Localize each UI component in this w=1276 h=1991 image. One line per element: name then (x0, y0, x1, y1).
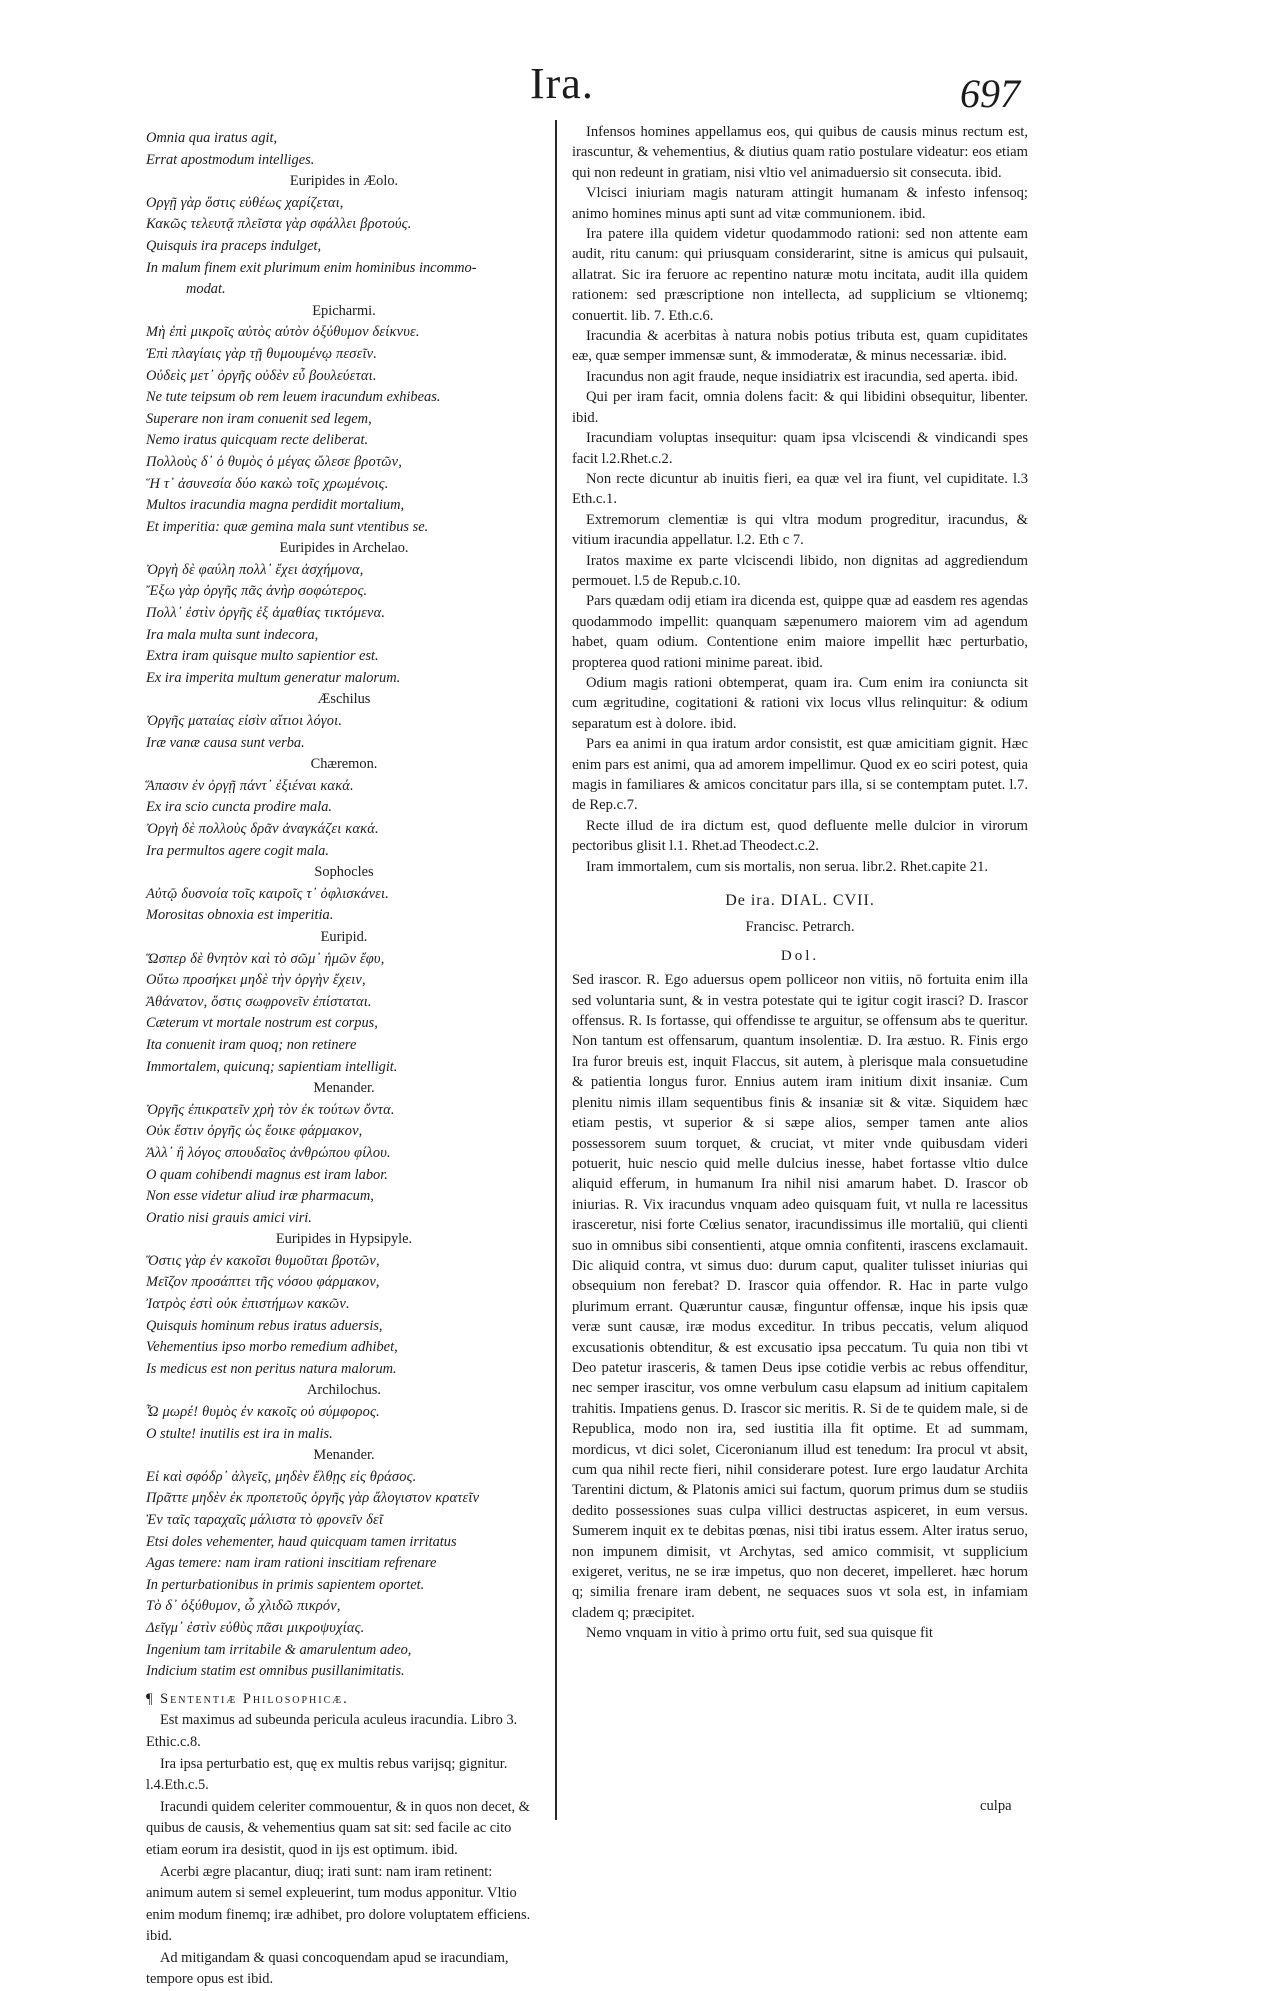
verse-line: Quisquis ira praceps indulget, (146, 237, 322, 254)
sentence-paragraph: Pars quædam odij etiam ira dicenda est, quippe quæ ad easdem res agendas quodammodo impellit: quanquam sæpenumero maiorem vim ad agendum habet, quam odium. Contentione enim maiore impellit hæc perturbatio, propterea quod rationi minime pareat. ibid. (572, 593, 1028, 671)
greek-verse-line: Ὥσπερ δὲ θνητὸν καὶ τὸ σῶμ᾽ ἡμῶν ἔφυ, (146, 950, 385, 967)
greek-verse-line: Εἰ καὶ σφόδρ᾽ ἀλγεῖς, μηδὲν ἔλθῃς εἰς θράσος. (146, 1468, 417, 1485)
source-heading: Menander. (313, 1080, 375, 1097)
greek-verse-line: Πολλοὺς δ᾽ ὁ θυμὸς ὁ μέγας ὤλεσε βροτῶν, (146, 453, 403, 470)
source-heading: Chæremon. (310, 756, 378, 773)
verse-line: Morositas obnoxia est imperitia. (146, 907, 334, 924)
sentence-paragraph: Odium magis rationi obtemperat, quam ira. Cum enim ira coniuncta sit cum ægritudine, cogitationi & rationi vix locus vllus relinquitur: & odium separatum est à dolore. ibid. (572, 674, 1028, 732)
dialogue-heading: De ira. DIAL. CVII. (725, 892, 875, 910)
section-heading: ¶ Sententiæ Philosophicæ. (146, 1690, 349, 1707)
source-heading: Euripides in Hypsipyle. (275, 1231, 413, 1248)
greek-verse-line: Ὅστις γὰρ ἐν κακοῖσι θυμοῦται βροτῶν, (146, 1252, 380, 1269)
sentence-paragraph: Vlcisci iniuriam magis naturam attingit humanam & infesto infensoq; animo homines minus apti sunt ad vitæ communionem. ibid. (572, 185, 1028, 222)
sentence-paragraph: Ad mitigandam & quasi concoquendam apud se iracundiam, tempore opus est ibid. (146, 1949, 509, 1988)
verse-line: Et imperitia: quæ gemina mala sunt vtentibus se. (146, 518, 429, 535)
source-heading: Euripid. (320, 928, 368, 945)
verse-line: Vehementius ipso morbo remedium adhibet, (146, 1339, 398, 1356)
sentence-paragraph: Est maximus ad subeunda pericula aculeus iracundia. Libro 3. Ethic.c.8. (146, 1712, 518, 1750)
dialogue-paragraph: Sed irascor. R. Ego aduersus opem polliceor non vitiis, nō fortuita enim illa sed voluntaria sunt, & in vestra potestate qui te igitur cogit irasci? D. Irascor offensus. R. Is fortasse, qui offendisse te arguitur, se offensum abs te queritur. Non tantum est offensarum, quantum insolentiæ. D. Ira æstuo. R. Finis ergo Ira furor breuis est, inquit Flaccus, sit autem, à plerisque mala consuetudine & patientia longus furor. Ennius autem iram initium dixit insaniæ. Cum plenitu nimis illam sequentibus finis & insaniæ sit & vitæ. Siquidem hæc etiam pestis, vt superior & si sæpe alios, semper tamen ante alios possessorem suum torquet, & cruciat, vt miter vnde quibusdam videri potuerit, huic nescio quid melle dulcius inesse, habet fortasse vltio dulce aliquid efferum, in humanum Ira nihil nisi amarum habet. D. Irascor ob iniurias. R. Vix iracundus vnquam adeo quisquam fuit, vt nulla re lacessitus irasceretur, nisi forte Cœlius senator, iracundissimus ille mortaliū, qui clienti suo in omnibus sibi consentienti, atque omnia confitenti, irascens exclamauit. Dic aliquid contra, vt simus duo: durum caput, qualiter tulisset iniurias qui obsequium non ferebat? D. Irascor quia offendor. R. Hac in parte vulgo plurimum errant. Quæruntur causæ, finguntur offensæ, inque his ipsis quæ veræ sunt causæ, iræ modus exceditur. In tribus peccatis, velum aliquod excusationis obtenditur, & est excusatio ipsa peccatum. Tu quia non tibi vt Deo patetur irasceris, & tamen Deus ipse cotidie verbis ac rebus offenditur, nec semper irascitur, vos omne verbulum casu elapsum ad initium capitalem trahitis. Impatiens genus. D. Irascor sic meritis. R. Si de te quidem male, si de Republica, modo non ira, sed iustitia illa fit optime. Et ad summam, mordicus, vt dici solet, Ciceronianum illud est tenedum: Ira procul vt absit, cum qua nihil recte fieri, nihil considerare potest. Iure ergo laudatur Archita Tarentini dictum, & Platonis amici sui factum, quorum primus dum se studiis dedito possessiones suas culpa villici destructas aspiceret, in eum versus. Sumerem inquit ex te debitas pœnas, nisi tibi iratus essem. Alter iratus seruo, non impunem dimisit, vt Archytas, sed amico commisit, vt supplicium exigeret, veritus, ne se iræ impetus, quo non deceret, impelleret. hæc horum q; similia frenare iram debent, ne sequaces suos vt sola est, in infamiam cladem q; præcipitet. (572, 972, 1028, 1621)
greek-verse-line: Ἥ τ᾽ ἀσυνεσία δύο κακὼ τοῖς χρωμένοις. (146, 475, 389, 492)
greek-verse-line: Ὦ μωρέ! θυμὸς ἐν κακοῖς οὐ σύμφορος. (146, 1404, 380, 1421)
sentence-paragraph: Iracundus non agit fraude, neque insidiatrix est iracundia, sed aperta. ibid. (586, 368, 1018, 385)
greek-verse-line: Μὴ ἐπὶ μικροῖς αὐτὸς αὑτὸν ὀξύθυμον δείκνυε. (146, 324, 420, 341)
verse-line: O quam cohibendi magnus est iram labor. (146, 1166, 388, 1183)
source-heading: Sophocles (314, 864, 374, 881)
greek-verse-line: Οργῇ γὰρ ὅστις εὐθέως χαρίζεται, (146, 194, 344, 211)
greek-verse-line: Πολλ᾽ ἐστὶν ὀργῆς ἐξ ἀμαθίας τικτόμενα. (146, 605, 386, 622)
source-heading: Euripides in Archelao. (279, 540, 409, 557)
verse-line: Iræ vanæ causa sunt verba. (146, 734, 305, 751)
verse-line: In perturbationibus in primis sapientem oportet. (146, 1576, 425, 1593)
greek-verse-line: Ἅπασιν ἐν ὀργῇ πάντ᾽ ἐξιέναι κακά. (146, 777, 354, 794)
greek-verse-line: Οὐδεὶς μετ᾽ ὀργῆς οὐδὲν εὖ βουλεύεται. (146, 367, 377, 384)
source-heading: Epicharmi. (312, 302, 376, 319)
verse-line: Errat apostmodum intelliges. (146, 151, 315, 168)
sentence-paragraph: Iracundia & acerbitas à natura nobis potius tributa est, quam cupiditates eæ, quæ semper immensæ sunt, & immoderatæ, & minus necessariæ. ibid. (572, 328, 1028, 365)
page-number: 697 (960, 71, 1020, 116)
verse-line: Ira mala multa sunt indecora, (146, 626, 319, 643)
source-heading: Menander. (313, 1447, 375, 1464)
source-heading: Archilochus. (307, 1382, 381, 1399)
greek-verse-line: Κακῶς τελευτᾷ πλεῖστα γὰρ σφάλλει βροτούς. (146, 216, 412, 233)
greek-verse-line: Τὸ δ᾽ ὀξύθυμον, ὦ χλιδῶ πικρόν, (146, 1598, 341, 1615)
greek-verse-line: Ὀργῆς ματαίας εἰσὶν αἴτιοι λόγοι. (146, 713, 343, 730)
greek-verse-line: Ὀργὴ δὲ πολλοὺς δρᾶν ἀναγκάζει κακά. (146, 821, 379, 837)
greek-verse-line: Μεῖζον προσάπτει τῆς νόσου φάρμακον, (146, 1274, 380, 1291)
sentence-paragraph: Iracundiam voluptas insequitur: quam ipsa vlciscendi & vindicandi spes facit l.2.Rhet.c.2. (572, 430, 1028, 467)
greek-verse-line: Ἀθάνατον, ὅστις σωφρονεῖν ἐπίσταται. (146, 993, 372, 1010)
verse-line: Oratio nisi grauis amici viri. (146, 1209, 312, 1226)
left-column (146, 128, 542, 1991)
verse-line: In malum finem exit plurimum enim hominibus incommo- (146, 259, 477, 276)
greek-verse-line: Ἔξω γὰρ ὀργῆς πᾶς ἀνὴρ σοφώτερος. (146, 583, 368, 600)
greek-verse-line: Δεῖγμ᾽ ἐστὶν εὐθὺς πᾶσι μικροψυχίας. (146, 1619, 365, 1636)
verse-line: Immortalem, quicunq; sapientiam intelligit. (146, 1058, 398, 1075)
sentence-paragraph: Ira patere illa quidem videtur quodammodo rationi: sed non attente eam audit, ritu canum: qui priusquam considerarint, sitne is amicus qui pulsauit, allatrat. Sic ira feruore ac repentino naturæ motu incitata, audit illa quidem rationem: sed præscriptione non intellecta, ad supplicium se vltionemq; conuertit. lib. 7. Eth.c.6. (572, 226, 1028, 324)
dialogue-author: Francisc. Petrarch. (745, 919, 855, 936)
sentence-paragraph: Recte illud de ira dictum est, quod defluente melle dulcior in virorum pectoribus glisit l.1. Rhet.ad Theodect.c.2. (572, 817, 1028, 855)
verse-line: Ex ira scio cuncta prodire mala. (146, 799, 332, 816)
verse-line: Is medicus est non peritus natura malorum. (146, 1360, 397, 1377)
greek-verse-line: Ἐν ταῖς ταραχαῖς μάλιστα τὸ φρονεῖν δεῖ (146, 1512, 384, 1528)
sentence-paragraph: Iratos maxime ex parte vlciscendi libido, non dignitas ad aggrediendum permouet. l.5 de Repub.c.10. (572, 552, 1028, 589)
sentence-paragraph: Infensos homines appellamus eos, qui quibus de causis minus rectum est, irascuntur, & vehementius, & diutius quam ratio postulare videatur: eos etiam qui non redeunt in gratiam, nisi vltio vel animaduersio sit consecuta. ibid. (572, 124, 1028, 181)
sentence-paragraph: Iracundi quidem celeriter commouentur, & in quos non decet, & quibus de causis, & vehementius quam sat sit: sed facile ac cito etiam eorum ira desistit, quod in ijs est optimum. ibid. (146, 1798, 530, 1858)
verse-line: Ex ira imperita multum generatur malorum. (146, 669, 401, 686)
sentence-paragraph: Non recte dicuntur ab inuitis fieri, ea quæ vel ira fiunt, vel cupiditate. l.3 Eth.c.1. (572, 470, 1028, 508)
sentence-paragraph: Extremorum clementiæ is qui vltra modum progreditur, iracundus, & vitium iracundia appellatur. l.2. Eth c 7. (572, 511, 1028, 549)
greek-verse-line: Ἰατρὸς ἐστὶ οὐκ ἐπιστήμων κακῶν. (146, 1296, 350, 1313)
right-column (572, 122, 1028, 1644)
verse-line: Superare non iram conuenit sed legem, (146, 410, 372, 427)
sentence-paragraph: Qui per iram facit, omnia dolens facit: & qui libidini obsequitur, libenter. ibid. (572, 389, 1028, 426)
verse-line: O stulte! inutilis est ira in malis. (146, 1425, 333, 1442)
greek-verse-line: Οὐκ ἔστιν ὀργῆς ὡς ἔοικε φάρμακον, (146, 1123, 363, 1140)
verse-line: Ne tute teipsum ob rem leuem iracundum exhibeas. (146, 389, 441, 406)
verse-line: Indicium statim est omnibus pusillanimitatis. (146, 1663, 405, 1680)
verse-line: Quisquis hominum rebus iratus aduersis, (146, 1317, 383, 1334)
verse-line: Ingenium tam irritabile & amarulentum adeo, (146, 1641, 412, 1658)
greek-verse-line: Ἐπὶ πλαγίαις γὰρ τῇ θυμουμένῳ πεσεῖν. (146, 345, 378, 362)
greek-verse-line: Ὀργὴ δὲ φαύλη πολλ᾽ ἔχει ἀσχήμονα, (146, 561, 364, 578)
source-heading: Euripides in Æolo. (289, 173, 399, 190)
source-heading: Æschilus (317, 691, 371, 708)
verse-line: Non esse videtur aliud iræ pharmacum, (146, 1188, 374, 1205)
sentence-paragraph: Acerbi ægre placantur, diuq; irati sunt: nam iram retinent: animum autem si semel expleuerint, tum modus apponitur. Vltio enim modum finemq; iræ adhibet, pro dolore voluptatem efficiens. ibid. (146, 1863, 531, 1945)
verse-line: Omnia qua iratus agit, (146, 130, 278, 146)
dialogue-speaker: Dol. (780, 947, 820, 964)
greek-verse-line: Ὀργῆς ἐπικρατεῖν χρὴ τὸν ἐκ τούτων ὄντα. (146, 1101, 395, 1118)
running-head: Ira. (530, 59, 594, 108)
column-rule (555, 120, 557, 1820)
verse-line: Multos iracundia magna perdidit mortalium, (146, 497, 405, 514)
greek-verse-line: Πρᾶττε μηδὲν ἐκ προπετοῦς ὀργῆς γὰρ ἄλογιστον κρατεῖν (146, 1490, 480, 1507)
greek-verse-line: Αὐτῷ δυσνοία τοῖς καιροῖς τ᾽ ὀφλισκάνει. (146, 885, 390, 902)
verse-line: Nemo iratus quicquam recte deliberat. (146, 432, 369, 449)
greek-verse-line: Οὕτω προσήκει μηδὲ τὴν ὀργὴν ἔχειν, (146, 972, 366, 989)
sentence-paragraph: Pars ea animi in qua iratum ardor consistit, est quæ amicitiam gignit. Hæc enim pars est animi, qua ad amorem impellimur. Quod ex eo sciri potest, quia magis in familiares & amicos concitatur pars illa, si se contemptam putet. l.7. de Rep.c.7. (572, 736, 1028, 814)
verse-line: Etsi doles vehementer, haud quicquam tamen irritatus (146, 1533, 457, 1550)
verse-line: Agas temere: nam iram rationi inscitiam refrenare (146, 1555, 437, 1572)
dialogue-paragraph: Nemo vnquam in vitio à primo ortu fuit, sed sua quisque fit (586, 1625, 933, 1642)
verse-line: Ira permultos agere cogit mala. (146, 842, 329, 859)
verse-line: Cæterum vt mortale nostrum est corpus, (146, 1015, 378, 1032)
greek-verse-line: Ἀλλ᾽ ἢ λόγος σπουδαῖος ἀνθρώπου φίλου. (146, 1144, 391, 1161)
sentence-paragraph: Ira ipsa perturbatio est, quę ex multis rebus varijsq; gignitur. l.4.Eth.c.5. (146, 1755, 508, 1794)
sentence-paragraph: Iram immortalem, cum sis mortalis, non serua. libr.2. Rhet.capite 21. (586, 858, 989, 875)
verse-line: Extra iram quisque multo sapientior est. (146, 648, 379, 665)
verse-line: modat. (186, 281, 226, 298)
catchword: culpa (980, 1798, 1012, 1814)
verse-line: Ita conuenit iram quoq; non retinere (146, 1036, 357, 1053)
